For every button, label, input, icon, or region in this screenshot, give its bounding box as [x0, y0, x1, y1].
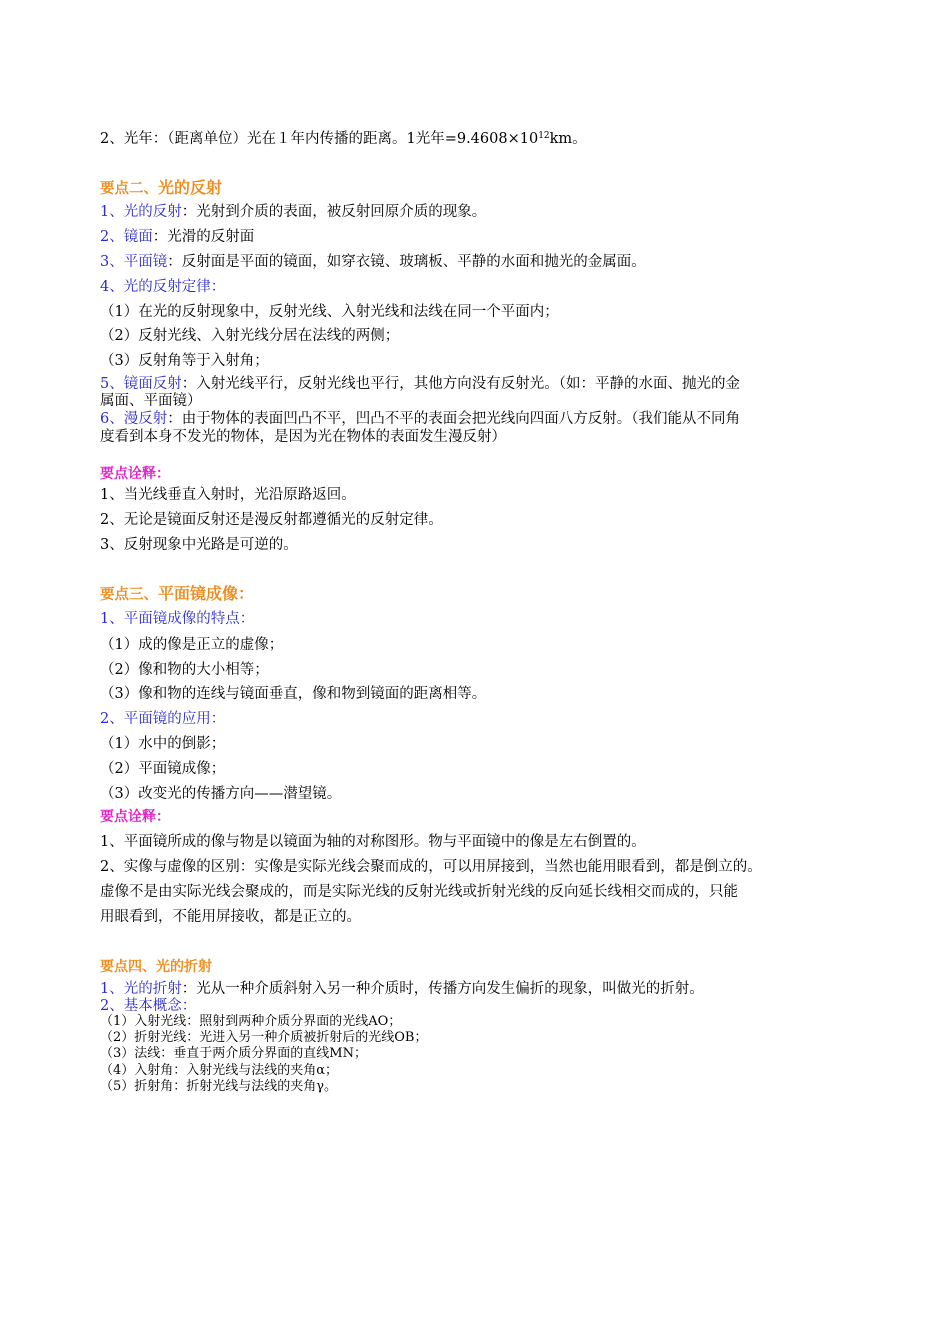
note-2-3: 虚像不是由实际光线会聚成的，而是实际光线的反射光线或折射光线的反向延长线相交而成的，只能 — [100, 884, 738, 900]
use-1: （1）水中的倒影； — [100, 736, 226, 752]
section-3-heading-prefix: 要点三、 — [100, 587, 158, 603]
feature-2: （2）像和物的大小相等； — [100, 662, 269, 678]
plane-mirror-features-title: 1、平面镜成像的特点： — [100, 611, 255, 627]
definition: ：入射光线平行，反射光线也平行，其他方向没有反射光。（如：平静的水面、抛光的金 — [181, 376, 740, 392]
plane-mirror-definition — [100, 253, 646, 271]
specular-reflection-cont: 属面、平面镜） — [100, 393, 202, 409]
light-year-line — [100, 130, 587, 148]
diffuse-reflection — [100, 410, 740, 428]
section-3-heading — [100, 585, 254, 604]
definition: ：光从一种介质斜射入另一种介质时，传播方向发生偏折的现象，叫做光的折射。 — [181, 981, 704, 997]
term: 3、平面镜 — [100, 254, 168, 270]
basic-concepts-title: 2、基本概念： — [100, 998, 197, 1014]
plane-mirror-uses-title: 2、平面镜的应用： — [100, 711, 226, 727]
note-2-1: 1、平面镜所成的像与物是以镜面为轴的对称图形。物与平面镜中的像是左右倒置的。 — [100, 834, 646, 850]
light-year-text: 2、光年：（距离单位）光在１年内传播的距离。1光年=9.4608×10 — [100, 131, 539, 147]
note-heading-2: 要点诠释： — [100, 809, 170, 825]
reflection-definition — [100, 203, 486, 221]
refraction-definition — [100, 980, 704, 998]
note-2-2: 2、实像与虚像的区别：实像是实际光线会聚而成的，可以用屏接到，当然也能用眼看到，都是倒立的。 — [100, 859, 762, 875]
feature-3: （3）像和物的连线与镜面垂直，像和物到镜面的距离相等。 — [100, 686, 487, 702]
reflection-law-1: （1）在光的反射现象中，反射光线、入射光线和法线在同一个平面内； — [100, 304, 559, 320]
mirror-definition — [100, 228, 254, 246]
reflection-law-3: （3）反射角等于入射角； — [100, 353, 269, 369]
note-1-1: 1、当光线垂直入射时，光沿原路返回。 — [100, 487, 356, 503]
term: 2、镜面 — [100, 229, 153, 245]
concept-4: （4）入射角：入射光线与法线的夹角α； — [100, 1063, 339, 1078]
section-3-heading-title: 平面镜成像： — [158, 584, 255, 603]
term: 5、镜面反射 — [100, 376, 182, 392]
section-2-heading — [100, 179, 222, 198]
concept-1: （1）入射光线：照射到两种介质分界面的光线AO； — [100, 1014, 402, 1029]
term: 1、光的反射 — [100, 204, 182, 220]
definition: ：反射面是平面的镜面，如穿衣镜、玻璃板、平静的水面和抛光的金属面。 — [167, 254, 646, 270]
definition: ：光射到介质的表面，被反射回原介质的现象。 — [181, 204, 487, 220]
light-year-unit: km。 — [549, 131, 587, 147]
use-2: （2）平面镜成像； — [100, 761, 226, 777]
diffuse-reflection-cont: 度看到本身不发光的物体，是因为光在物体的表面发生漫反射） — [100, 429, 506, 445]
concept-2: （2）折射光线：光进入另一种介质被折射后的光线OB； — [100, 1030, 428, 1045]
note-2-4: 用眼看到，不能用屏接收，都是正立的。 — [100, 909, 361, 925]
term: 6、漫反射 — [100, 411, 168, 427]
section-4-heading: 要点四、光的折射 — [100, 959, 212, 975]
note-1-3: 3、反射现象中光路是可逆的。 — [100, 537, 298, 553]
term: 1、光的折射 — [100, 981, 182, 997]
use-3: （3）改变光的传播方向——潜望镜。 — [100, 786, 342, 802]
light-year-exponent: 12 — [538, 131, 550, 141]
definition: ：由于物体的表面凹凸不平，凹凸不平的表面会把光线向四面八方反射。（我们能从不同角 — [167, 411, 740, 427]
section-2-heading-title: 光的反射 — [158, 178, 223, 197]
specular-reflection — [100, 375, 740, 393]
concept-3: （3）法线：垂直于两介质分界面的直线MN； — [100, 1046, 367, 1061]
reflection-law-2: （2）反射光线、入射光线分居在法线的两侧； — [100, 328, 400, 344]
feature-1: （1）成的像是正立的虚像； — [100, 637, 284, 653]
section-2-heading-prefix: 要点二、 — [100, 181, 158, 197]
note-heading-1: 要点诠释： — [100, 466, 170, 482]
definition: ：光滑的反射面 — [152, 229, 255, 245]
reflection-law-title: 4、光的反射定律： — [100, 279, 226, 295]
concept-5: （5）折射角：折射光线与法线的夹角γ。 — [100, 1079, 338, 1094]
note-1-2: 2、无论是镜面反射还是漫反射都遵循光的反射定律。 — [100, 512, 443, 528]
